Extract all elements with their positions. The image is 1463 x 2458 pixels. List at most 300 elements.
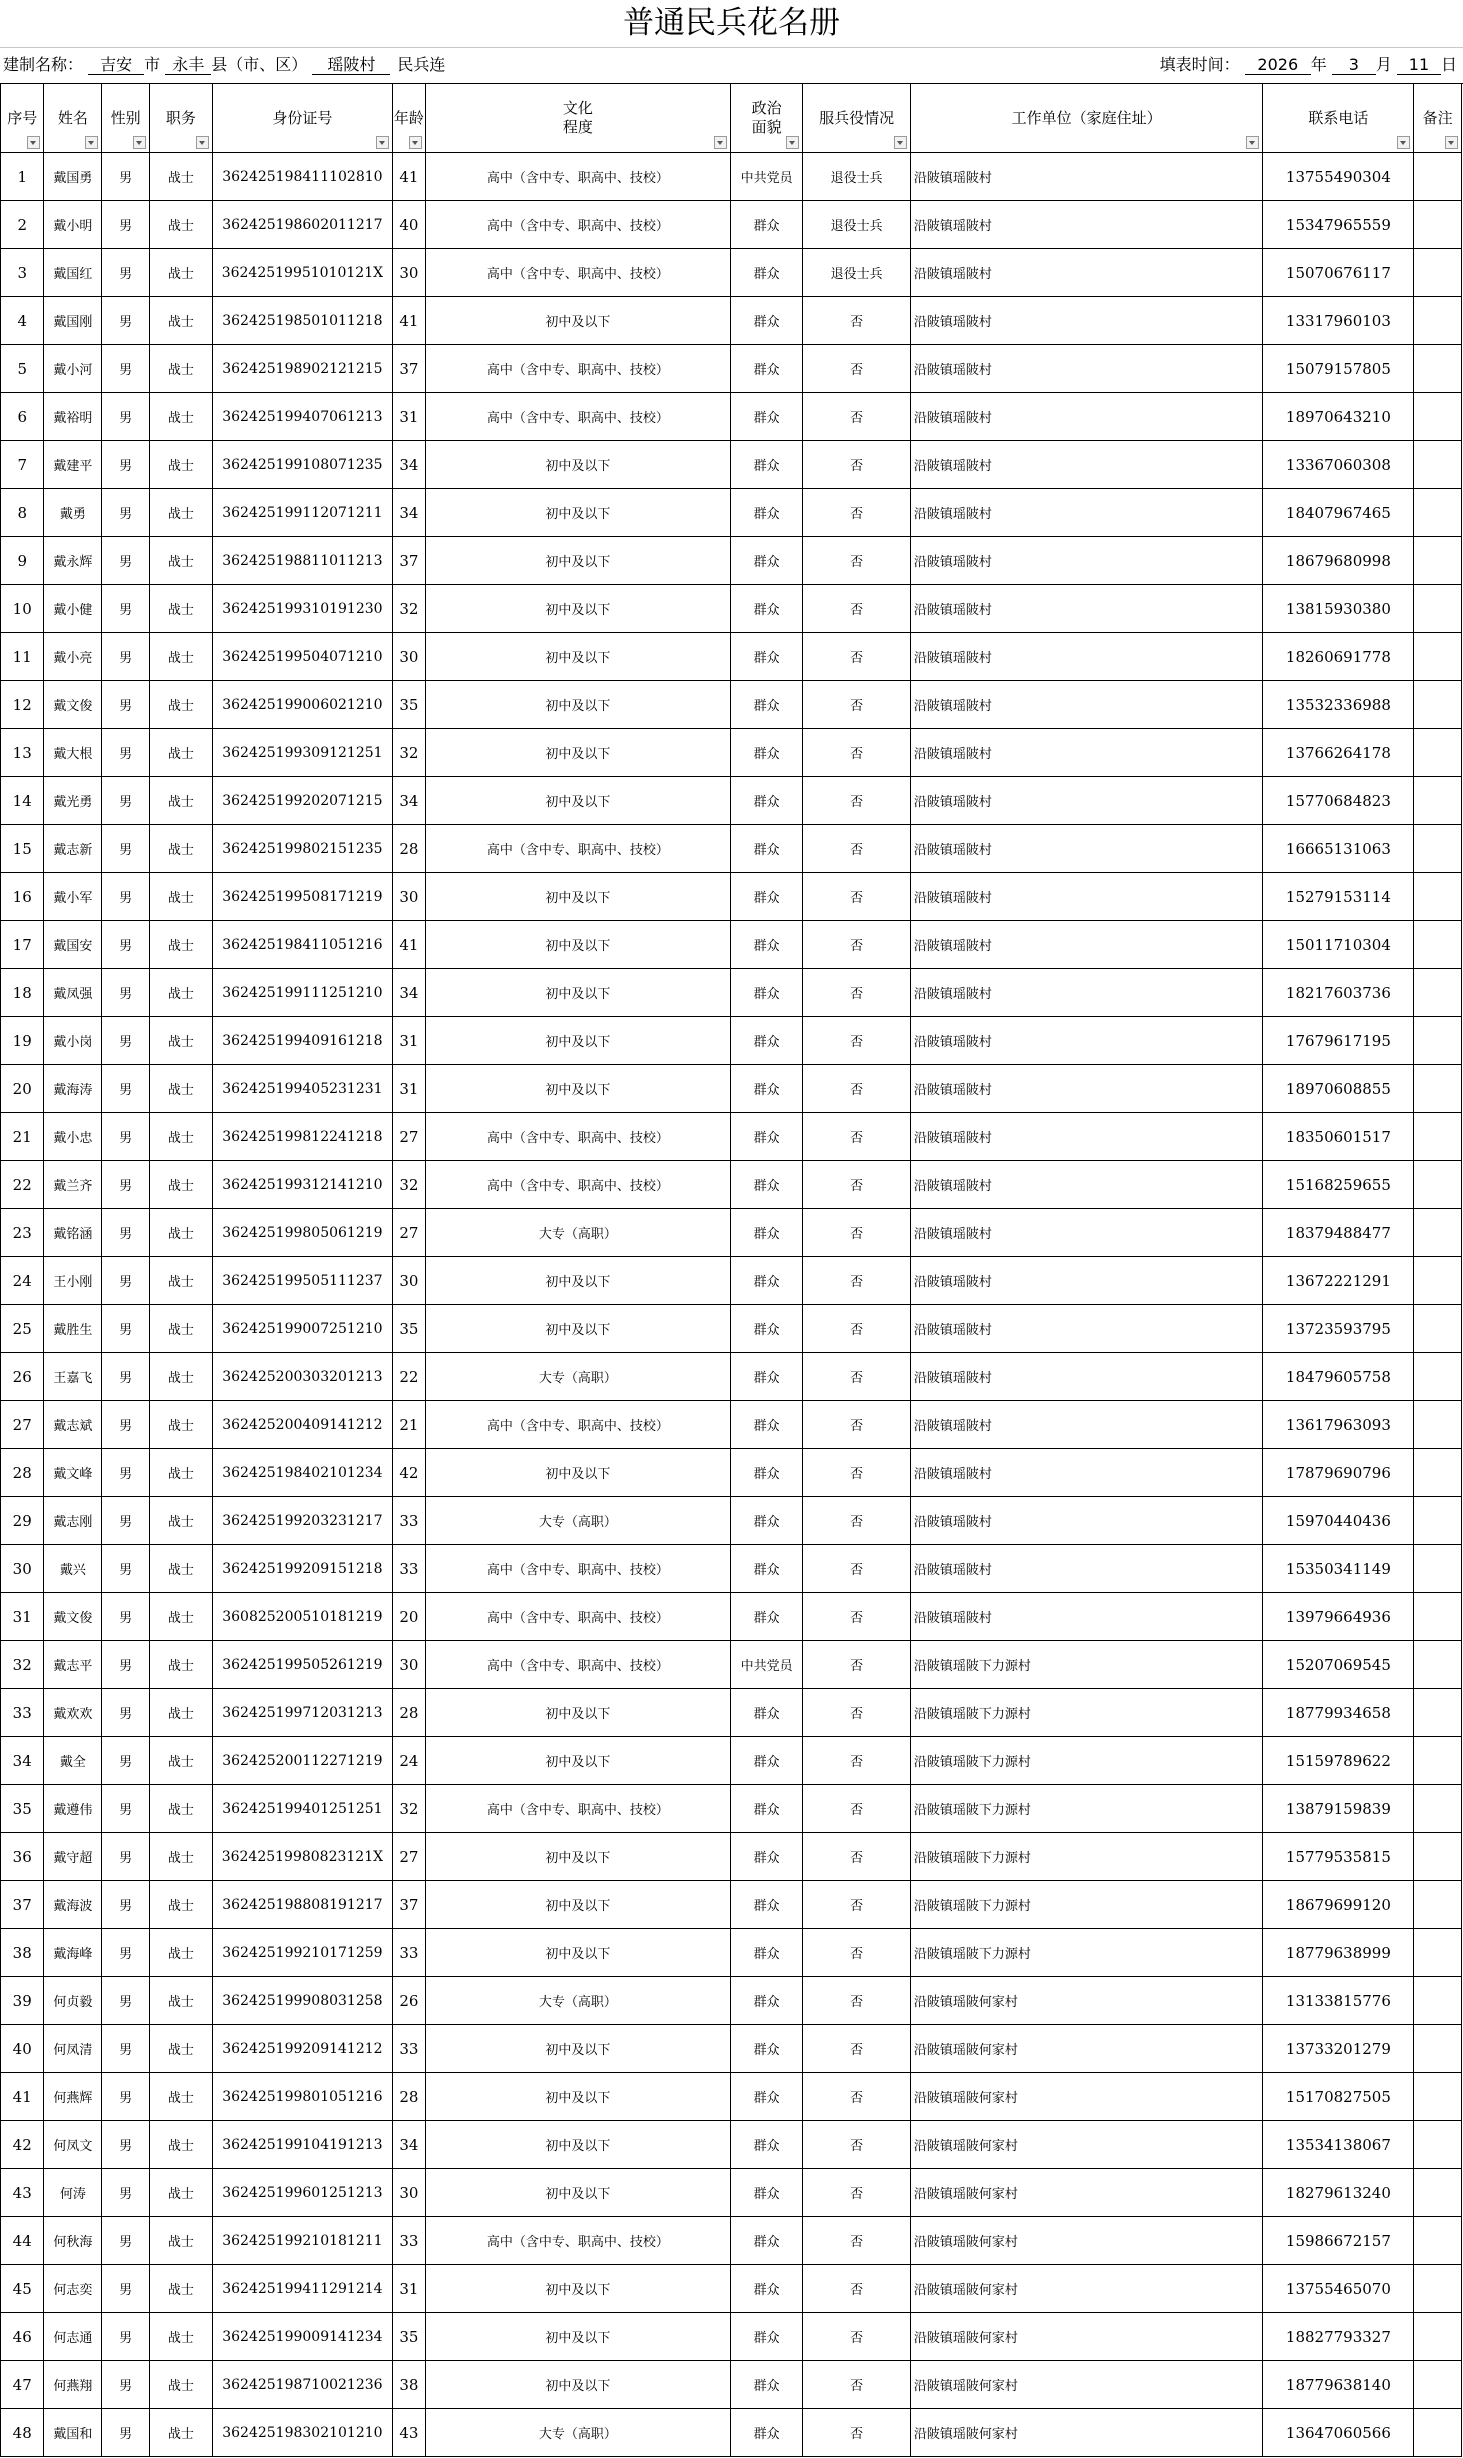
cell-name[interactable]: 戴海峰 [44,1929,102,1977]
cell-name[interactable]: 何燕翔 [44,2361,102,2409]
cell-education[interactable]: 初中及以下 [425,2361,730,2409]
cell-note[interactable] [1414,1257,1462,1305]
cell-age[interactable]: 30 [392,1257,425,1305]
cell-work[interactable]: 沿陂镇瑶陂村 [910,1305,1263,1353]
cell-name[interactable]: 戴小明 [44,201,102,249]
cell-education[interactable]: 初中及以下 [425,1017,730,1065]
cell-note[interactable] [1414,777,1462,825]
cell-seq[interactable]: 41 [1,2073,44,2121]
cell-political[interactable]: 群众 [730,297,802,345]
cell-age[interactable]: 41 [392,297,425,345]
cell-seq[interactable]: 7 [1,441,44,489]
cell-gender[interactable]: 男 [102,1737,150,1785]
cell-id[interactable]: 362425199009141234 [212,2313,392,2361]
cell-name[interactable]: 戴志刚 [44,1497,102,1545]
cell-gender[interactable]: 男 [102,1785,150,1833]
cell-id[interactable]: 362425198811011213 [212,537,392,585]
cell-age[interactable]: 35 [392,681,425,729]
cell-phone[interactable]: 15350341149 [1263,1545,1414,1593]
cell-role[interactable]: 战士 [149,1785,212,1833]
cell-seq[interactable]: 27 [1,1401,44,1449]
cell-name[interactable]: 戴建平 [44,441,102,489]
cell-work[interactable]: 沿陂镇瑶陂下力源村 [910,1833,1263,1881]
cell-work[interactable]: 沿陂镇瑶陂下力源村 [910,1641,1263,1689]
cell-note[interactable] [1414,873,1462,921]
cell-work[interactable]: 沿陂镇瑶陂村 [910,153,1263,201]
cell-role[interactable]: 战士 [149,633,212,681]
cell-work[interactable]: 沿陂镇瑶陂村 [910,1497,1263,1545]
cell-phone[interactable]: 13532336988 [1263,681,1414,729]
cell-phone[interactable]: 13534138067 [1263,2121,1414,2169]
cell-work[interactable]: 沿陂镇瑶陂下力源村 [910,1785,1263,1833]
cell-service[interactable]: 否 [803,297,911,345]
cell-work[interactable]: 沿陂镇瑶陂村 [910,921,1263,969]
cell-id[interactable]: 362425199405231231 [212,1065,392,1113]
cell-note[interactable] [1414,2409,1462,2457]
cell-id[interactable]: 362425199312141210 [212,1161,392,1209]
cell-role[interactable]: 战士 [149,1641,212,1689]
cell-gender[interactable]: 男 [102,1401,150,1449]
cell-service[interactable]: 否 [803,345,911,393]
cell-seq[interactable]: 13 [1,729,44,777]
cell-gender[interactable]: 男 [102,1449,150,1497]
cell-seq[interactable]: 34 [1,1737,44,1785]
cell-age[interactable]: 27 [392,1113,425,1161]
cell-name[interactable]: 何贞毅 [44,1977,102,2025]
cell-name[interactable]: 戴小河 [44,345,102,393]
cell-age[interactable]: 22 [392,1353,425,1401]
filter-dropdown-icon[interactable] [27,136,40,149]
cell-id[interactable]: 362425199802151235 [212,825,392,873]
cell-education[interactable]: 高中（含中专、职高中、技校） [425,153,730,201]
cell-id[interactable]: 362425199601251213 [212,2169,392,2217]
cell-gender[interactable]: 男 [102,1545,150,1593]
cell-service[interactable]: 否 [803,1353,911,1401]
cell-name[interactable]: 戴兰齐 [44,1161,102,1209]
cell-seq[interactable]: 16 [1,873,44,921]
cell-education[interactable]: 大专（高职） [425,2409,730,2457]
cell-phone[interactable]: 18779934658 [1263,1689,1414,1737]
cell-education[interactable]: 大专（高职） [425,1497,730,1545]
cell-political[interactable]: 群众 [730,2169,802,2217]
cell-work[interactable]: 沿陂镇瑶陂村 [910,1401,1263,1449]
cell-gender[interactable]: 男 [102,441,150,489]
cell-note[interactable] [1414,537,1462,585]
cell-phone[interactable]: 15207069545 [1263,1641,1414,1689]
cell-name[interactable]: 戴志斌 [44,1401,102,1449]
cell-service[interactable]: 否 [803,2121,911,2169]
cell-name[interactable]: 戴勇 [44,489,102,537]
cell-work[interactable]: 沿陂镇瑶陂村 [910,633,1263,681]
cell-phone[interactable]: 13617963093 [1263,1401,1414,1449]
cell-phone[interactable]: 15079157805 [1263,345,1414,393]
cell-role[interactable]: 战士 [149,1257,212,1305]
cell-political[interactable]: 群众 [730,1353,802,1401]
cell-role[interactable]: 战士 [149,2169,212,2217]
cell-name[interactable]: 何志奕 [44,2265,102,2313]
cell-note[interactable] [1414,969,1462,1017]
cell-role[interactable]: 战士 [149,1209,212,1257]
cell-name[interactable]: 戴国和 [44,2409,102,2457]
cell-phone[interactable]: 15279153114 [1263,873,1414,921]
filter-dropdown-icon[interactable] [894,136,907,149]
cell-id[interactable]: 362425199210171259 [212,1929,392,1977]
cell-political[interactable]: 中共党员 [730,1641,802,1689]
cell-id[interactable]: 362425199505111237 [212,1257,392,1305]
cell-id[interactable]: 362425198808191217 [212,1881,392,1929]
cell-age[interactable]: 43 [392,2409,425,2457]
cell-service[interactable]: 否 [803,1977,911,2025]
cell-education[interactable]: 初中及以下 [425,441,730,489]
cell-id[interactable]: 362425200409141212 [212,1401,392,1449]
cell-name[interactable]: 戴海波 [44,1881,102,1929]
cell-id[interactable]: 362425199908031258 [212,1977,392,2025]
cell-political[interactable]: 群众 [730,1497,802,1545]
cell-gender[interactable]: 男 [102,2217,150,2265]
cell-gender[interactable]: 男 [102,1641,150,1689]
cell-political[interactable]: 群众 [730,1401,802,1449]
cell-note[interactable] [1414,441,1462,489]
cell-phone[interactable]: 13755465070 [1263,2265,1414,2313]
cell-note[interactable] [1414,1593,1462,1641]
cell-phone[interactable]: 13766264178 [1263,729,1414,777]
cell-political[interactable]: 群众 [730,249,802,297]
cell-phone[interactable]: 18970643210 [1263,393,1414,441]
cell-age[interactable]: 34 [392,2121,425,2169]
cell-role[interactable]: 战士 [149,297,212,345]
cell-political[interactable]: 群众 [730,1209,802,1257]
cell-note[interactable] [1414,1017,1462,1065]
cell-role[interactable]: 战士 [149,1497,212,1545]
cell-id[interactable]: 362425199104191213 [212,2121,392,2169]
cell-work[interactable]: 沿陂镇瑶陂何家村 [910,2409,1263,2457]
cell-age[interactable]: 30 [392,2169,425,2217]
cell-education[interactable]: 初中及以下 [425,2313,730,2361]
cell-id[interactable]: 362425199209151218 [212,1545,392,1593]
cell-name[interactable]: 戴胜生 [44,1305,102,1353]
cell-phone[interactable]: 18779638999 [1263,1929,1414,1977]
cell-education[interactable]: 初中及以下 [425,873,730,921]
cell-name[interactable]: 戴国红 [44,249,102,297]
cell-gender[interactable]: 男 [102,345,150,393]
cell-role[interactable]: 战士 [149,1305,212,1353]
cell-note[interactable] [1414,1737,1462,1785]
cell-role[interactable]: 战士 [149,1689,212,1737]
cell-education[interactable]: 初中及以下 [425,1305,730,1353]
cell-age[interactable]: 37 [392,345,425,393]
cell-phone[interactable]: 18679699120 [1263,1881,1414,1929]
cell-work[interactable]: 沿陂镇瑶陂村 [910,1353,1263,1401]
cell-seq[interactable]: 19 [1,1017,44,1065]
cell-age[interactable]: 30 [392,249,425,297]
cell-id[interactable]: 362425199111251210 [212,969,392,1017]
filter-dropdown-icon[interactable] [409,136,422,149]
cell-note[interactable] [1414,1977,1462,2025]
cell-service[interactable]: 否 [803,633,911,681]
cell-political[interactable]: 群众 [730,2025,802,2073]
cell-service[interactable]: 否 [803,585,911,633]
filter-dropdown-icon[interactable] [85,136,98,149]
cell-note[interactable] [1414,1785,1462,1833]
cell-political[interactable]: 群众 [730,1689,802,1737]
cell-political[interactable]: 群众 [730,489,802,537]
cell-note[interactable] [1414,345,1462,393]
cell-name[interactable]: 王嘉飞 [44,1353,102,1401]
cell-political[interactable]: 群众 [730,1257,802,1305]
cell-work[interactable]: 沿陂镇瑶陂村 [910,825,1263,873]
cell-work[interactable]: 沿陂镇瑶陂村 [910,585,1263,633]
cell-seq[interactable]: 20 [1,1065,44,1113]
cell-education[interactable]: 初中及以下 [425,537,730,585]
cell-education[interactable]: 大专（高职） [425,1977,730,2025]
cell-political[interactable]: 群众 [730,1161,802,1209]
cell-age[interactable]: 30 [392,873,425,921]
cell-education[interactable]: 初中及以下 [425,1257,730,1305]
cell-service[interactable]: 否 [803,393,911,441]
cell-id[interactable]: 362425199508171219 [212,873,392,921]
cell-political[interactable]: 群众 [730,585,802,633]
cell-seq[interactable]: 5 [1,345,44,393]
cell-seq[interactable]: 44 [1,2217,44,2265]
cell-service[interactable]: 否 [803,1881,911,1929]
cell-gender[interactable]: 男 [102,489,150,537]
cell-education[interactable]: 高中（含中专、职高中、技校） [425,1593,730,1641]
cell-phone[interactable]: 18679680998 [1263,537,1414,585]
cell-phone[interactable]: 13733201279 [1263,2025,1414,2073]
cell-role[interactable]: 战士 [149,873,212,921]
cell-phone[interactable]: 16665131063 [1263,825,1414,873]
cell-age[interactable]: 24 [392,1737,425,1785]
cell-note[interactable] [1414,1161,1462,1209]
cell-gender[interactable]: 男 [102,1209,150,1257]
cell-note[interactable] [1414,2217,1462,2265]
cell-role[interactable]: 战士 [149,345,212,393]
cell-role[interactable]: 战士 [149,2073,212,2121]
cell-role[interactable]: 战士 [149,1593,212,1641]
cell-note[interactable] [1414,1065,1462,1113]
cell-gender[interactable]: 男 [102,1497,150,1545]
cell-note[interactable] [1414,1449,1462,1497]
cell-work[interactable]: 沿陂镇瑶陂何家村 [910,2265,1263,2313]
cell-age[interactable]: 27 [392,1833,425,1881]
cell-age[interactable]: 41 [392,921,425,969]
cell-seq[interactable]: 12 [1,681,44,729]
cell-education[interactable]: 初中及以下 [425,777,730,825]
cell-work[interactable]: 沿陂镇瑶陂村 [910,1113,1263,1161]
cell-gender[interactable]: 男 [102,1881,150,1929]
cell-name[interactable]: 何凤文 [44,2121,102,2169]
cell-education[interactable]: 高中（含中专、职高中、技校） [425,1785,730,1833]
cell-phone[interactable]: 17879690796 [1263,1449,1414,1497]
cell-age[interactable]: 33 [392,1929,425,1977]
cell-seq[interactable]: 32 [1,1641,44,1689]
cell-note[interactable] [1414,2361,1462,2409]
cell-service[interactable]: 否 [803,729,911,777]
cell-seq[interactable]: 29 [1,1497,44,1545]
cell-phone[interactable]: 18970608855 [1263,1065,1414,1113]
cell-political[interactable]: 群众 [730,1017,802,1065]
cell-phone[interactable]: 15168259655 [1263,1161,1414,1209]
cell-service[interactable]: 否 [803,681,911,729]
cell-name[interactable]: 戴凤强 [44,969,102,1017]
cell-service[interactable]: 否 [803,1401,911,1449]
cell-service[interactable]: 否 [803,1065,911,1113]
cell-education[interactable]: 高中（含中专、职高中、技校） [425,249,730,297]
cell-service[interactable]: 否 [803,825,911,873]
cell-work[interactable]: 沿陂镇瑶陂村 [910,1209,1263,1257]
cell-service[interactable]: 否 [803,1497,911,1545]
cell-education[interactable]: 高中（含中专、职高中、技校） [425,393,730,441]
cell-work[interactable]: 沿陂镇瑶陂村 [910,345,1263,393]
cell-political[interactable]: 群众 [730,1785,802,1833]
cell-name[interactable]: 戴国刚 [44,297,102,345]
cell-gender[interactable]: 男 [102,1257,150,1305]
cell-education[interactable]: 初中及以下 [425,1833,730,1881]
cell-note[interactable] [1414,825,1462,873]
cell-age[interactable]: 28 [392,1689,425,1737]
cell-gender[interactable]: 男 [102,1113,150,1161]
cell-id[interactable]: 362425199411291214 [212,2265,392,2313]
cell-note[interactable] [1414,2121,1462,2169]
cell-phone[interactable]: 13317960103 [1263,297,1414,345]
cell-service[interactable]: 退役士兵 [803,201,911,249]
cell-age[interactable]: 38 [392,2361,425,2409]
cell-political[interactable]: 群众 [730,201,802,249]
cell-education[interactable]: 初中及以下 [425,2121,730,2169]
cell-id[interactable]: 362425199209141212 [212,2025,392,2073]
filter-dropdown-icon[interactable] [714,136,727,149]
cell-id[interactable]: 362425198501011218 [212,297,392,345]
cell-name[interactable]: 戴志平 [44,1641,102,1689]
cell-id[interactable]: 362425199202071215 [212,777,392,825]
cell-phone[interactable]: 15070676117 [1263,249,1414,297]
cell-seq[interactable]: 33 [1,1689,44,1737]
cell-seq[interactable]: 31 [1,1593,44,1641]
cell-work[interactable]: 沿陂镇瑶陂村 [910,1065,1263,1113]
cell-gender[interactable]: 男 [102,1929,150,1977]
filter-dropdown-icon[interactable] [133,136,146,149]
cell-work[interactable]: 沿陂镇瑶陂村 [910,201,1263,249]
cell-role[interactable]: 战士 [149,2265,212,2313]
cell-role[interactable]: 战士 [149,825,212,873]
cell-name[interactable]: 何志通 [44,2313,102,2361]
cell-role[interactable]: 战士 [149,2025,212,2073]
cell-role[interactable]: 战士 [149,1353,212,1401]
cell-name[interactable]: 戴大根 [44,729,102,777]
cell-political[interactable]: 中共党员 [730,153,802,201]
cell-education[interactable]: 初中及以下 [425,921,730,969]
cell-id[interactable]: 362425199108071235 [212,441,392,489]
cell-gender[interactable]: 男 [102,969,150,1017]
cell-age[interactable]: 32 [392,1785,425,1833]
cell-name[interactable]: 戴铭涵 [44,1209,102,1257]
cell-political[interactable]: 群众 [730,825,802,873]
cell-service[interactable]: 否 [803,2265,911,2313]
cell-role[interactable]: 战士 [149,1065,212,1113]
cell-id[interactable]: 362425199504071210 [212,633,392,681]
cell-role[interactable]: 战士 [149,777,212,825]
cell-gender[interactable]: 男 [102,2073,150,2121]
cell-seq[interactable]: 45 [1,2265,44,2313]
cell-age[interactable]: 33 [392,1545,425,1593]
cell-service[interactable]: 否 [803,2025,911,2073]
cell-service[interactable]: 退役士兵 [803,153,911,201]
cell-phone[interactable]: 13979664936 [1263,1593,1414,1641]
cell-service[interactable]: 否 [803,2217,911,2265]
cell-name[interactable]: 戴小岗 [44,1017,102,1065]
cell-work[interactable]: 沿陂镇瑶陂村 [910,1449,1263,1497]
cell-name[interactable]: 戴文峰 [44,1449,102,1497]
cell-name[interactable]: 戴兴 [44,1545,102,1593]
cell-phone[interactable]: 13647060566 [1263,2409,1414,2457]
cell-role[interactable]: 战士 [149,441,212,489]
cell-seq[interactable]: 15 [1,825,44,873]
cell-gender[interactable]: 男 [102,297,150,345]
cell-age[interactable]: 41 [392,153,425,201]
cell-service[interactable]: 否 [803,969,911,1017]
filter-dropdown-icon[interactable] [376,136,389,149]
cell-education[interactable]: 初中及以下 [425,2025,730,2073]
cell-political[interactable]: 群众 [730,1593,802,1641]
cell-id[interactable]: 36242519980823121X [212,1833,392,1881]
cell-seq[interactable]: 3 [1,249,44,297]
cell-work[interactable]: 沿陂镇瑶陂村 [910,1545,1263,1593]
cell-id[interactable]: 362425199203231217 [212,1497,392,1545]
cell-political[interactable]: 群众 [730,2313,802,2361]
cell-service[interactable]: 否 [803,1449,911,1497]
cell-note[interactable] [1414,585,1462,633]
cell-age[interactable]: 26 [392,1977,425,2025]
cell-phone[interactable]: 13133815776 [1263,1977,1414,2025]
cell-note[interactable] [1414,2313,1462,2361]
cell-service[interactable]: 否 [803,1689,911,1737]
cell-role[interactable]: 战士 [149,537,212,585]
cell-age[interactable]: 28 [392,2073,425,2121]
cell-age[interactable]: 34 [392,969,425,1017]
cell-phone[interactable]: 18379488477 [1263,1209,1414,1257]
cell-seq[interactable]: 28 [1,1449,44,1497]
cell-note[interactable] [1414,1545,1462,1593]
cell-service[interactable]: 否 [803,1113,911,1161]
cell-gender[interactable]: 男 [102,1065,150,1113]
cell-education[interactable]: 初中及以下 [425,2073,730,2121]
cell-education[interactable]: 高中（含中专、职高中、技校） [425,1161,730,1209]
cell-id[interactable]: 362425199401251251 [212,1785,392,1833]
cell-seq[interactable]: 18 [1,969,44,1017]
cell-phone[interactable]: 18260691778 [1263,633,1414,681]
cell-seq[interactable]: 1 [1,153,44,201]
cell-note[interactable] [1414,2265,1462,2313]
cell-service[interactable]: 否 [803,2073,911,2121]
cell-gender[interactable]: 男 [102,729,150,777]
cell-age[interactable]: 31 [392,1065,425,1113]
cell-id[interactable]: 362425198411051216 [212,921,392,969]
cell-id[interactable]: 362425199409161218 [212,1017,392,1065]
cell-political[interactable]: 群众 [730,2265,802,2313]
cell-role[interactable]: 战士 [149,489,212,537]
cell-education[interactable]: 高中（含中专、职高中、技校） [425,1545,730,1593]
cell-note[interactable] [1414,489,1462,537]
cell-political[interactable]: 群众 [730,921,802,969]
cell-name[interactable]: 戴小健 [44,585,102,633]
cell-id[interactable]: 362425199210181211 [212,2217,392,2265]
cell-gender[interactable]: 男 [102,2409,150,2457]
cell-phone[interactable]: 13672221291 [1263,1257,1414,1305]
cell-political[interactable]: 群众 [730,1449,802,1497]
cell-gender[interactable]: 男 [102,1305,150,1353]
cell-age[interactable]: 32 [392,729,425,777]
cell-political[interactable]: 群众 [730,777,802,825]
